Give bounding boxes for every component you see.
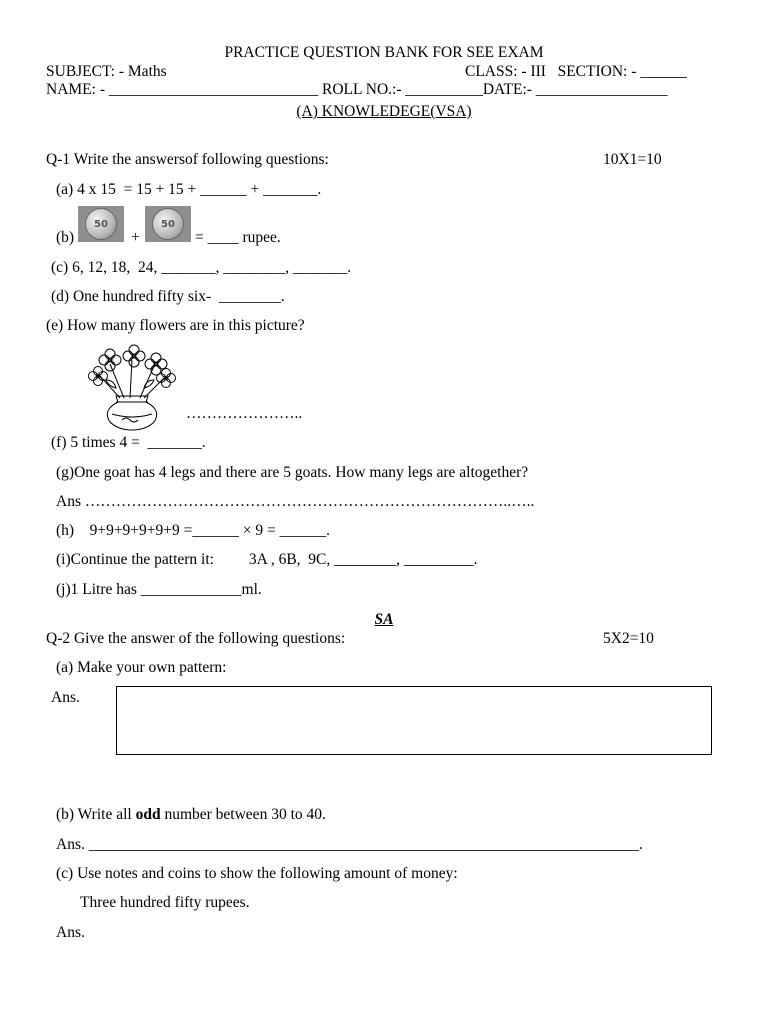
flower-vase-image <box>86 340 178 432</box>
q1-f: (f) 5 times 4 = _______. <box>51 434 206 451</box>
subject-line: SUBJECT: - Maths <box>46 63 167 80</box>
q1-b-rest: = ____ rupee. <box>195 229 281 246</box>
q1-b-plus: + <box>131 229 140 246</box>
q1-h: (h) 9+9+9+9+9+9 =______ × 9 = ______. <box>56 522 331 539</box>
q2-c-ans-label: Ans. <box>56 924 85 941</box>
q1-a: (a) 4 x 15 = 15 + 15 + ______ + _______. <box>56 181 322 198</box>
q1-g: (g)One goat has 4 legs and there are 5 goats. How many legs are altogether? <box>56 464 529 481</box>
coin-50-paise-image <box>78 206 124 242</box>
q2-a: (a) Make your own pattern: <box>56 659 227 676</box>
coin-face-icon: 50 <box>152 208 184 240</box>
q1-b-label: (b) <box>56 229 75 246</box>
q1-e: (e) How many flowers are in this picture? <box>46 317 305 334</box>
q2-b-answer: Ans. _______________________________________________________________________. <box>56 836 643 853</box>
q2-b-pre: (b) Write all <box>56 806 136 823</box>
pattern-answer-box[interactable] <box>116 686 712 755</box>
q2-b-bold: odd <box>135 806 161 823</box>
q1-j: (j)1 Litre has _____________ml. <box>56 581 262 598</box>
q2-b <box>56 807 326 823</box>
class-section-line: CLASS: - III SECTION: - ______ <box>465 63 687 80</box>
q1-d: (d) One hundred fifty six- ________. <box>51 288 285 305</box>
page-title: PRACTICE QUESTION BANK FOR SEE EXAM <box>224 44 544 61</box>
q1-marks: 10X1=10 <box>603 151 662 168</box>
q2-c-sub: Three hundred fifty rupees. <box>80 894 250 911</box>
q1-e-answer-dots: ………………….. <box>186 405 303 422</box>
section-a-heading: (A) KNOWLEDEGE(VSA) <box>296 103 472 120</box>
section-sa-heading: SA <box>374 611 394 628</box>
q2-a-ans-label: Ans. <box>51 689 80 706</box>
q2-c: (c) Use notes and coins to show the following amount of money: <box>56 865 458 882</box>
name-roll-date-line: NAME: - ___________________________ ROLL NO.:- __________DATE:- _________________ <box>46 81 668 98</box>
q1-label: Q-1 Write the answersof following questions: <box>46 151 329 168</box>
q2-marks: 5X2=10 <box>603 630 654 647</box>
q1-i: (i)Continue the pattern it: 3A , 6B, 9C, ________, _________. <box>56 551 478 568</box>
q2-label: Q-2 Give the answer of the following questions: <box>46 630 346 647</box>
coin-face-icon: 50 <box>85 208 117 240</box>
q1-g-answer: Ans ………………………………………………………………………..….. <box>56 493 535 510</box>
q1-c: (c) 6, 12, 18, 24, _______, ________, _______. <box>51 259 352 276</box>
coin-50-paise-image <box>145 206 191 242</box>
q2-b-post: number between 30 to 40. <box>160 806 326 823</box>
